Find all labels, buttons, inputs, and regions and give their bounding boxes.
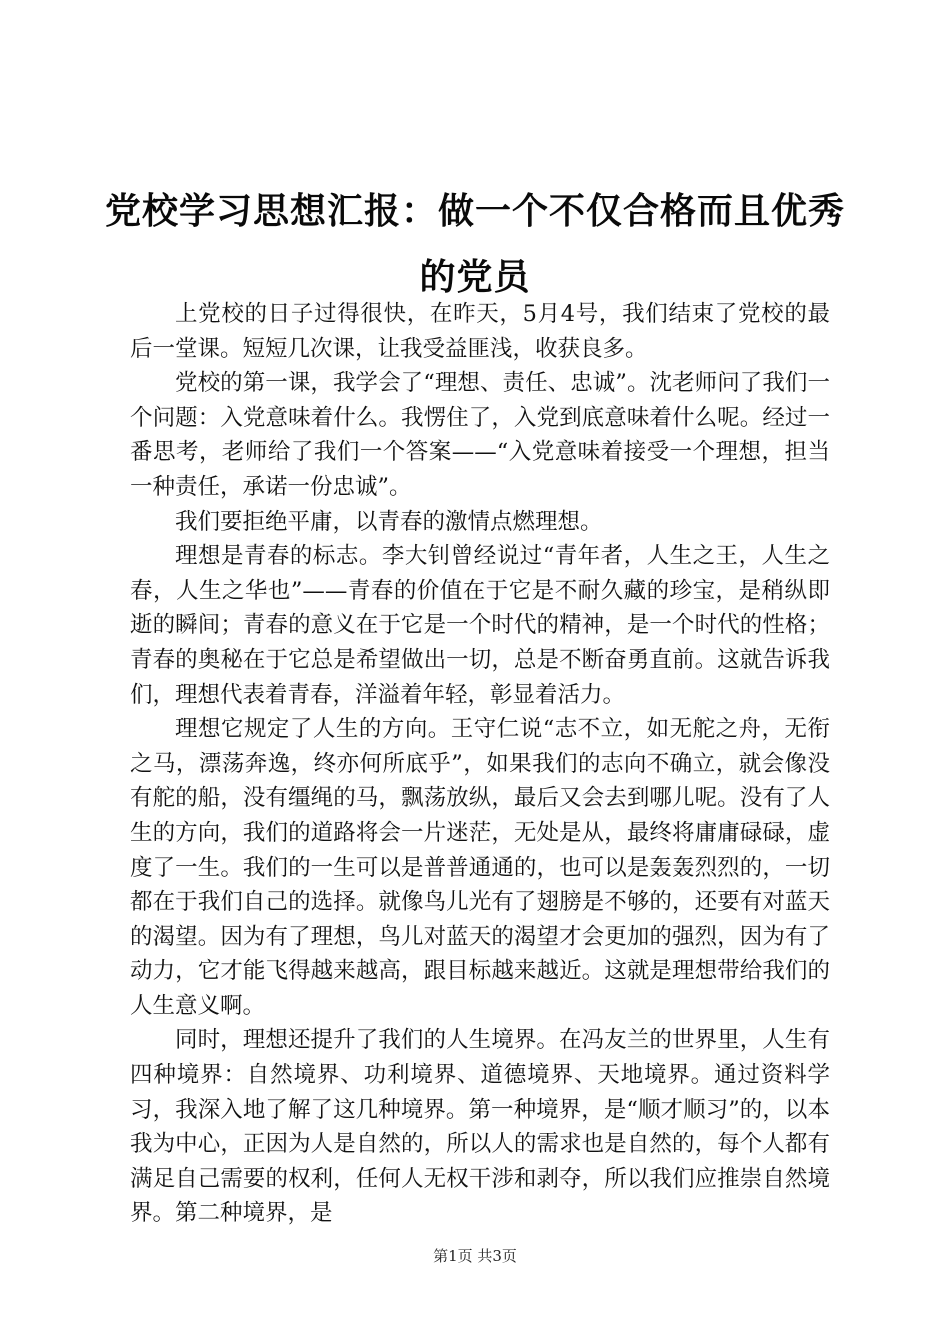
paragraph-5: 理想它规定了人生的方向。王守仁说“志不立，如无舵之舟，无衔之马，漂荡奔逸，终亦何所底乎”，如果我们的志向不确立，就会像没有舵的船，没有缰绳的马，飘荡放纵，最后又会去到哪儿呢。没有了人生的方向，我们的道路将会一片迷茫，无处是从，最终将庸庸碌碌，虚度了一生。我们的一生可以是普普通通的，也可以是轰轰烈烈的，一切都在于我们自己的选择。就像鸟儿光有了翅膀是不够的，还要有对蓝天的渴望。因为有了理想，鸟儿对蓝天的渴望才会更加的强烈，因为有了动力，它才能飞得越来越高，跟目标越来越近。这就是理想带给我们的人生意义啊。 <box>130 716 830 1019</box>
title-line-1: 党校学习思想汇报：做一个不仅合格而且优秀 <box>104 190 845 232</box>
document-title <box>100 178 850 310</box>
paragraph-4: 理想是青春的标志。李大钊曾经说过“青年者，人生之王，人生之春，人生之华也”——青春的价值在于它是不耐久藏的珍宝，是稍纵即逝的瞬间；青春的意义在于它是一个时代的精神，是一个时代的性格；青春的奥秘在于它总是希望做出一切，总是不断奋勇直前。这就告诉我们，理想代表着青春，洋溢着年轻，彰显着活力。 <box>130 543 830 708</box>
paragraph-3: 我们要拒绝平庸，以青春的激情点燃理想。 <box>175 508 603 535</box>
title-line-2: 的党员 <box>419 256 531 298</box>
paragraph-6: 同时，理想还提升了我们的人生境界。在冯友兰的世界里，人生有四种境界：自然境界、功利境界、道德境界、天地境界。通过资料学习，我深入地了解了这几种境界。第一种境界，是“顺才顺习”的，以本我为中心，正因为人是自然的，所以人的需求也是自然的，每个人都有满足自己需要的权利，任何人无权干涉和剥夺，所以我们应推崇自然境界。第二种境界，是 <box>130 1027 830 1227</box>
page-footer: 第1页 共3页 <box>433 1247 517 1265</box>
paragraph-2: 党校的第一课，我学会了“理想、责任、忠诚”。沈老师问了我们一个问题：入党意味着什么。我愣住了，入党到底意味着什么呢。经过一番思考，老师给了我们一个答案——“入党意味着接受一个理想，担当一种责任，承诺一份忠诚”。 <box>130 370 830 500</box>
document-body <box>130 297 830 1231</box>
paragraph-1: 上党校的日子过得很快，在昨天，5月4号，我们结束了党校的最后一堂课。短短几次课，让我受益匪浅，收获良多。 <box>130 301 830 362</box>
